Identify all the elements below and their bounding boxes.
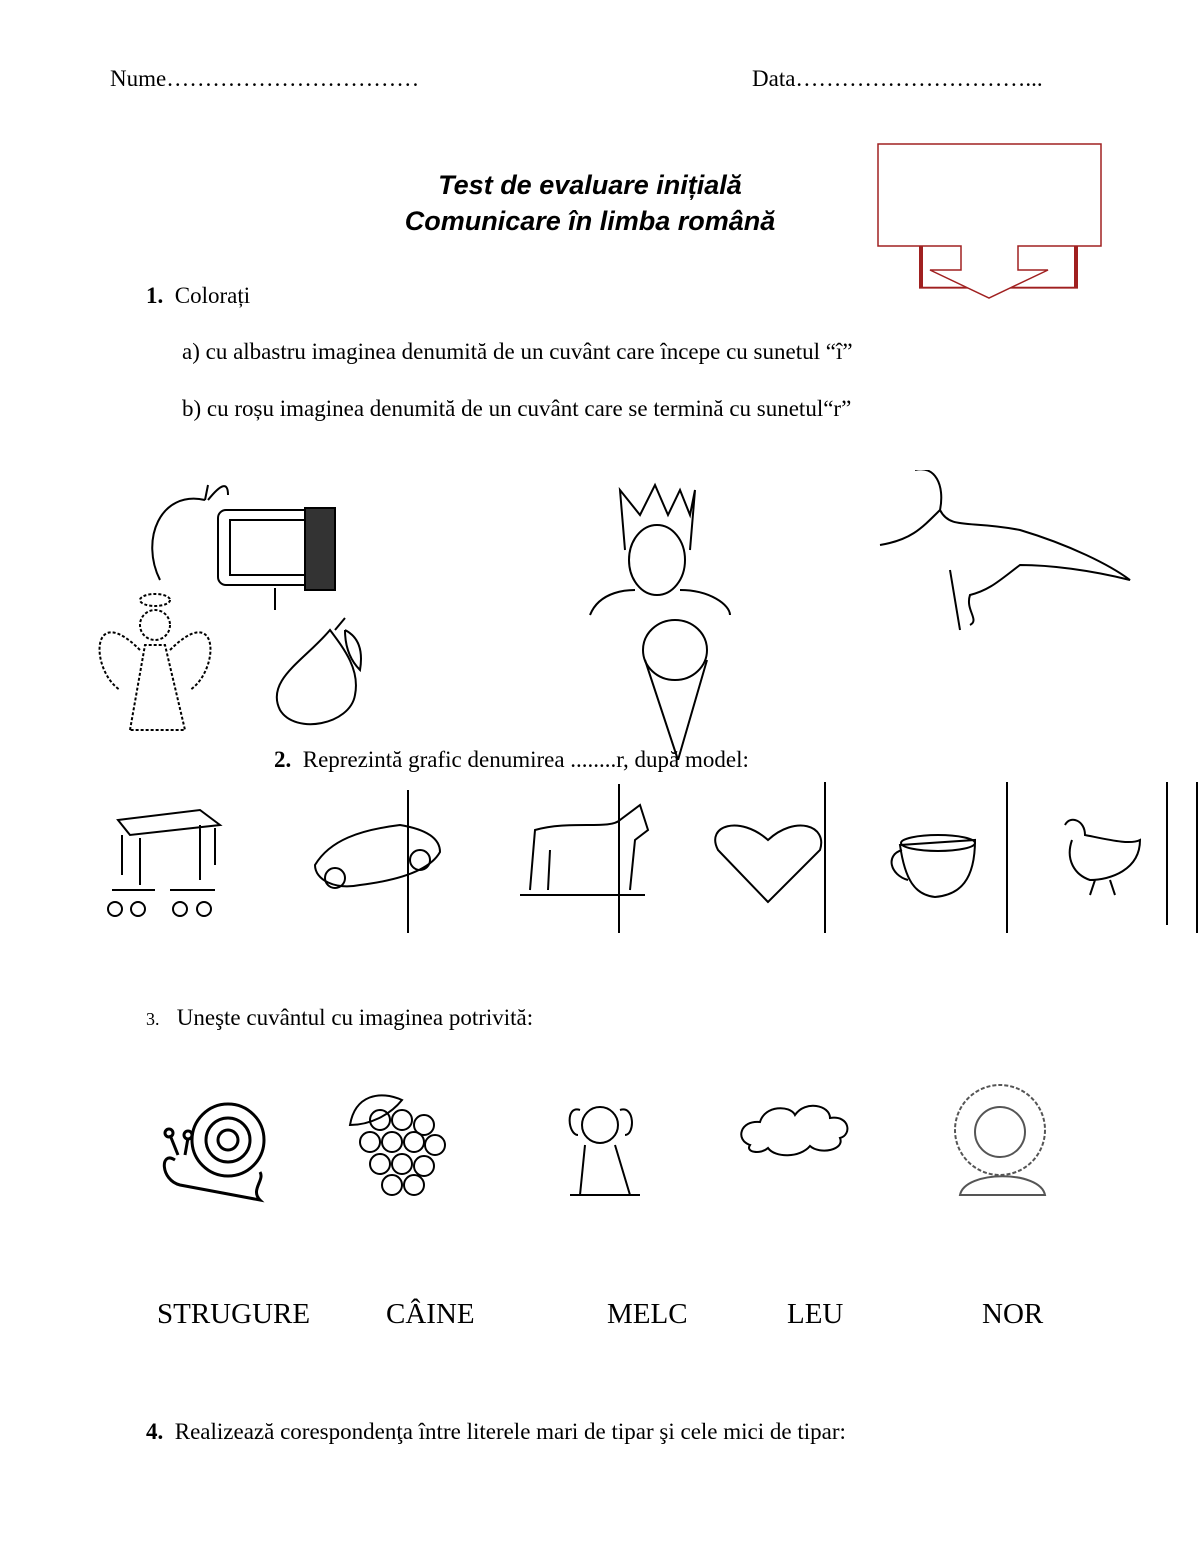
divider-line	[1006, 782, 1008, 933]
word-melc: MELC	[607, 1298, 688, 1330]
car-icon	[315, 825, 440, 888]
ex1-a: a) cu albastru imaginea denumită de un cuvânt care începe cu sunetul “î”	[182, 339, 853, 364]
date-field[interactable]: Data…………………………...	[752, 66, 1043, 91]
ex3-number: 3.	[146, 1009, 160, 1029]
ex4-number: 4.	[146, 1419, 164, 1444]
ex3-text: Uneşte cuvântul cu imaginea potrivită:	[176, 1005, 534, 1030]
lion-icon	[955, 1085, 1045, 1195]
dinosaur-icon	[880, 470, 1130, 630]
king-icon	[590, 485, 730, 615]
syllable-boxes	[108, 890, 215, 916]
snail-icon	[164, 1104, 264, 1200]
title-line-1: Test de evaluare inițială	[438, 170, 742, 200]
score-box	[876, 142, 1106, 314]
cup-icon	[892, 835, 975, 897]
ex2-number: 2.	[274, 747, 292, 772]
heart-icon	[715, 826, 821, 902]
ex4-text: Realizează corespondenţa între literele mari de tipar şi cele mici de tipar:	[174, 1419, 846, 1444]
apple-icon	[152, 485, 228, 580]
divider-line	[618, 784, 620, 933]
dog-icon	[570, 1107, 640, 1195]
tv-icon	[218, 508, 335, 610]
ex1-number: 1.	[146, 283, 164, 308]
ice-cream-icon	[643, 620, 707, 760]
divider-line	[1166, 782, 1168, 925]
title-line-2: Comunicare în limba română	[404, 206, 776, 236]
ex1-images	[90, 470, 1150, 760]
grapes-icon	[350, 1095, 445, 1195]
divider-line	[1196, 782, 1198, 933]
cloud-icon	[741, 1106, 847, 1155]
ex1-text: Colorați	[174, 283, 251, 308]
ex2-text: Reprezintă grafic denumirea ........r, după model:	[302, 747, 749, 772]
ex1-b: b) cu roșu imaginea denumită de un cuvânt care se termină cu sunetul“r”	[182, 396, 852, 421]
angel-icon	[100, 594, 211, 730]
pear-icon	[277, 618, 361, 724]
ex2-images	[100, 790, 1200, 940]
chicken-icon	[1065, 820, 1140, 895]
horse-icon	[520, 805, 648, 895]
divider-line	[407, 790, 409, 933]
word-caine: CÂINE	[386, 1298, 475, 1330]
word-leu: LEU	[787, 1298, 844, 1330]
word-nor: NOR	[982, 1298, 1044, 1330]
name-field[interactable]: Nume……………………………	[110, 66, 420, 91]
ex3-images	[140, 1080, 1070, 1210]
divider-line	[824, 782, 826, 933]
word-strugure: STRUGURE	[157, 1298, 311, 1330]
table-icon	[118, 810, 220, 885]
